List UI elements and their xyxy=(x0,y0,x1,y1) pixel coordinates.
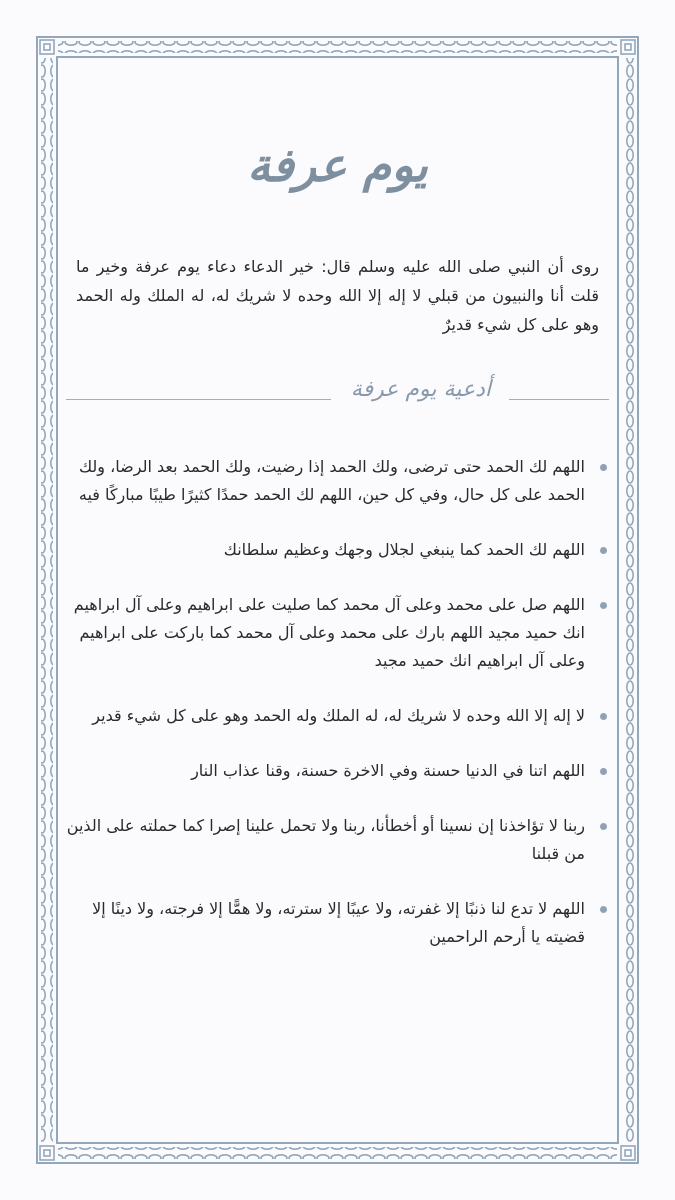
list-item xyxy=(66,453,609,509)
list-item xyxy=(66,536,609,564)
dua-text: اللهم لك الحمد كما ينبغي لجلال وجهك وعظيم سلطانك xyxy=(223,540,585,559)
heading-divider-left xyxy=(66,399,331,400)
list-item xyxy=(66,591,609,675)
list-item xyxy=(66,702,609,730)
dua-text: اللهم لا تدع لنا ذنبًا إلا غفرته، ولا عيبًا إلا سترته، ولا همًّا إلا فرجته، ولا دينًا إلا قضيته يا أرحم الراحمين xyxy=(92,899,585,946)
section-heading xyxy=(66,373,609,413)
dua-text: ربنا لا تؤاخذنا إن نسينا أو أخطأنا، ربنا ولا تحمل علينا إصرا كما حملته على الذين من قبلنا xyxy=(66,816,585,863)
list-item xyxy=(66,757,609,785)
intro-hadith: روى أن النبي صلى الله عليه وسلم قال: خير الدعاء دعاء يوم عرفة وخير ما قلت أنا والنبيون من قبلي لا إله إلا الله وحده لا شريك له، له الملك وله الحمد وهو على كل شيء قديرٌ xyxy=(76,257,599,334)
content xyxy=(66,120,609,1120)
bullet-icon xyxy=(600,602,607,609)
heading-divider-right xyxy=(509,399,609,400)
page-title: يوم عرفة xyxy=(247,138,428,192)
dua-text: اللهم لك الحمد حتى ترضى، ولك الحمد إذا رضيت، ولك الحمد بعد الرضا، ولك الحمد على كل حال، وفي كل حين، اللهم لك الحمد حمدًا كثيرًا طيبًا مباركًا فيه xyxy=(78,457,585,504)
bullet-icon xyxy=(600,823,607,830)
dua-text: لا إله إلا الله وحده لا شريك له، له الملك وله الحمد وهو على كل شيء قدير xyxy=(92,706,585,725)
bullet-icon xyxy=(600,464,607,471)
bullet-icon xyxy=(600,768,607,775)
bullet-icon xyxy=(600,906,607,913)
section-heading-text: أدعية يوم عرفة xyxy=(350,377,491,402)
bullet-icon xyxy=(600,547,607,554)
list-item xyxy=(66,812,609,868)
dua-text: اللهم صل على محمد وعلى آل محمد كما صليت على ابراهيم وعلى آل ابراهيم انك حميد مجيد اللهم بارك على محمد وعلى آل محمد كما باركت على ابراهيم وعلى آل ابراهيم انك حميد مجيد xyxy=(73,595,585,670)
list-item xyxy=(66,895,609,951)
bullet-icon xyxy=(600,713,607,720)
dua-text: اللهم اتنا في الدنيا حسنة وفي الاخرة حسنة، وقنا عذاب النار xyxy=(191,761,585,780)
dua-list xyxy=(66,453,609,951)
